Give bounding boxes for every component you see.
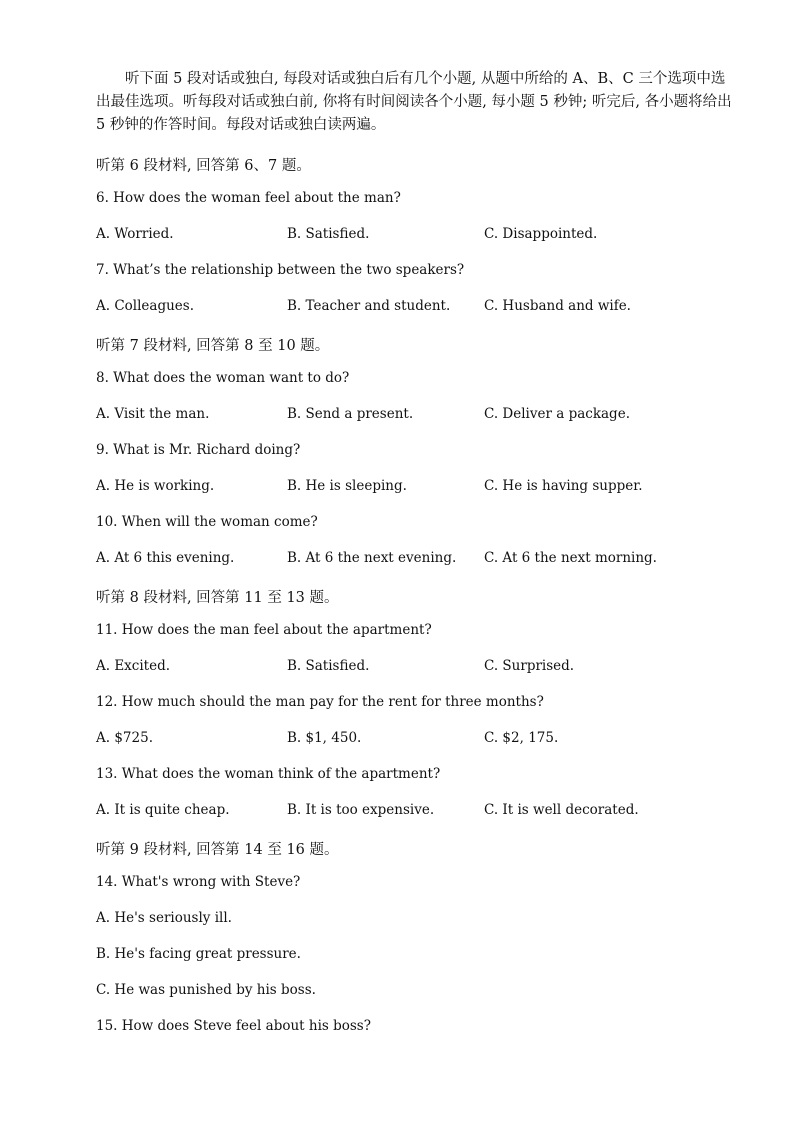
q10-option-c: C. At 6 the next morning.	[484, 550, 657, 566]
instructions-paragraph	[96, 68, 736, 137]
q6-option-a: A. Worried.	[96, 226, 174, 242]
question-10: 10. When will the woman come?	[96, 514, 318, 530]
q9-option-a: A. He is working.	[96, 478, 215, 494]
section-heading-7: 听第 7 段材料, 回答第 8 至 10 题。	[96, 338, 330, 354]
q13-option-a: A. It is quite cheap.	[96, 802, 230, 818]
q7-option-b: B. Teacher and student.	[287, 298, 451, 314]
q14-option-c: C. He was punished by his boss.	[96, 982, 316, 998]
instructions-text: 听下面 5 段对话或独白, 每段对话或独白后有几个小题, 从题中所给的 A、B、C 三个选项中选出最佳选项。听每段对话或独白前, 你将有时间阅读各个小题, 每小题 5 秒钟; 听完后, 各小题将给出 5 秒钟的作答时间。每段对话或独白读两遍。	[96, 71, 732, 133]
q8-option-b: B. Send a present.	[287, 406, 414, 422]
q11-option-a: A. Excited.	[96, 658, 171, 674]
question-13: 13. What does the woman think of the apartment?	[96, 766, 441, 782]
question-6: 6. How does the woman feel about the man?	[96, 190, 401, 206]
section-heading-8: 听第 8 段材料, 回答第 11 至 13 题。	[96, 590, 339, 606]
question-9: 9. What is Mr. Richard doing?	[96, 442, 301, 458]
q7-option-a: A. Colleagues.	[96, 298, 195, 314]
question-15: 15. How does Steve feel about his boss?	[96, 1018, 371, 1034]
q7-option-c: C. Husband and wife.	[484, 298, 631, 314]
question-7: 7. What’s the relationship between the two speakers?	[96, 262, 465, 278]
q6-option-b: B. Satisfied.	[287, 226, 370, 242]
q11-option-c: C. Surprised.	[484, 658, 575, 674]
q12-option-c: C. $2, 175.	[484, 730, 559, 746]
q9-option-b: B. He is sleeping.	[287, 478, 407, 494]
q14-option-b: B. He's facing great pressure.	[96, 946, 301, 962]
q14-option-a: A. He's seriously ill.	[96, 910, 232, 926]
question-11: 11. How does the man feel about the apartment?	[96, 622, 432, 638]
q8-option-a: A. Visit the man.	[96, 406, 210, 422]
q6-option-c: C. Disappointed.	[484, 226, 598, 242]
q9-option-c: C. He is having supper.	[484, 478, 643, 494]
q12-option-a: A. $725.	[96, 730, 153, 746]
q10-option-b: B. At 6 the next evening.	[287, 550, 457, 566]
q13-option-b: B. It is too expensive.	[287, 802, 435, 818]
q8-option-c: C. Deliver a package.	[484, 406, 630, 422]
q10-option-a: A. At 6 this evening.	[96, 550, 235, 566]
question-14: 14. What's wrong with Steve?	[96, 874, 301, 890]
q11-option-b: B. Satisfied.	[287, 658, 370, 674]
question-12: 12. How much should the man pay for the rent for three months?	[96, 694, 544, 710]
q12-option-b: B. $1, 450.	[287, 730, 362, 746]
section-heading-9: 听第 9 段材料, 回答第 14 至 16 题。	[96, 842, 339, 858]
section-heading-6: 听第 6 段材料, 回答第 6、7 题。	[96, 158, 311, 174]
question-8: 8. What does the woman want to do?	[96, 370, 350, 386]
q13-option-c: C. It is well decorated.	[484, 802, 639, 818]
